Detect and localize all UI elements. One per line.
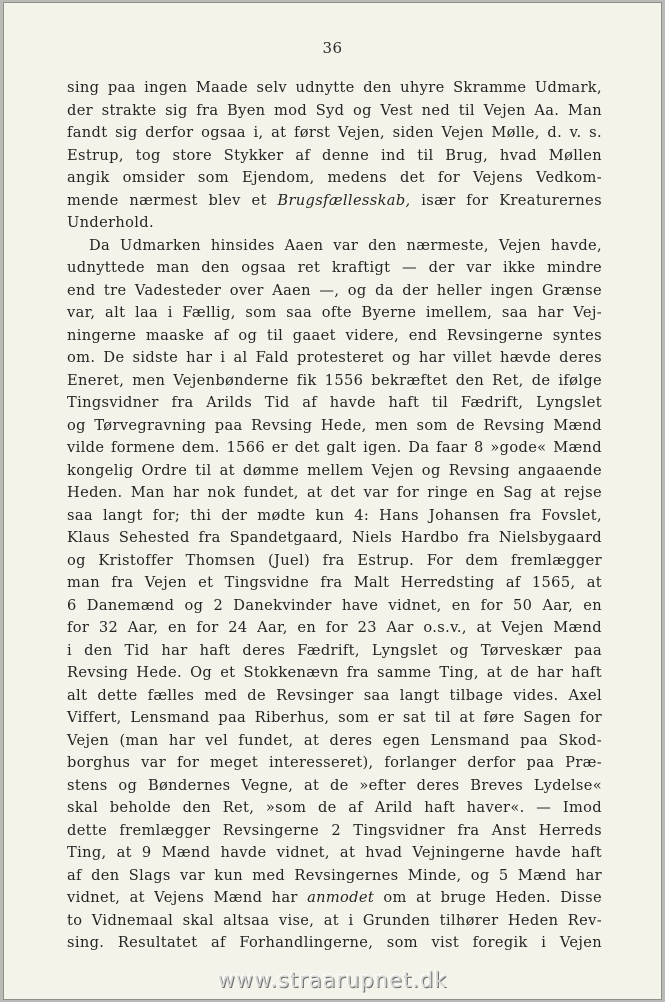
text-segment: der strakte sig fra Byen mod Syd og Vest ned til Vejen Aa. Man	[67, 101, 602, 119]
text-line	[67, 212, 602, 235]
text-line	[67, 910, 602, 933]
text-segment: to Vidnemaal skal altsaa vise, at i Grunden tilhører Heden Rev-	[67, 911, 602, 929]
text-segment: Underhold.	[67, 214, 154, 231]
text-segment: især for Kreaturernes	[410, 191, 602, 209]
text-line	[67, 460, 602, 483]
text-line	[67, 730, 602, 753]
text-line	[67, 122, 602, 145]
text-line	[67, 842, 602, 865]
text-segment: og Tørvegravning paa Revsing Hede, men som de Revsing Mænd	[67, 416, 602, 434]
text-line	[67, 595, 602, 618]
text-line	[67, 707, 602, 730]
text-segment: stens og Bøndernes Vegne, at de »efter deres Breves Lydelse«	[67, 776, 602, 794]
text-segment: fandt sig derfor ogsaa i, at først Vejen, siden Vejen Mølle, d. v. s.	[67, 124, 602, 141]
text-line	[67, 347, 602, 370]
text-line	[67, 415, 602, 438]
text-line	[67, 662, 602, 685]
watermark: www.straarupnet.dk	[217, 968, 448, 992]
text-line	[67, 370, 602, 393]
text-segment: Viffert, Lensmand paa Riberhus, som er sat til at føre Sagen for	[67, 709, 602, 726]
italic-term: anmodet	[307, 889, 375, 906]
text-segment: ningerne maaske af og til gaaet videre, end Revsingerne syntes	[67, 326, 602, 344]
text-segment: udnyttede man den ogsaa ret kraftigt — der var ikke mindre	[67, 259, 602, 276]
text-segment: var, alt laa i Fællig, som saa ofte Byerne imellem, saa har Vej-	[67, 304, 602, 321]
text-line	[67, 325, 602, 348]
text-segment: 6 Danemænd og 2 Danekvinder have vidnet, en for 50 Aar, en	[67, 596, 602, 614]
text-segment: man fra Vejen et Tingsvidne fra Malt Herredsting af 1565, at	[67, 574, 602, 591]
text-line	[67, 865, 602, 888]
text-segment: for 32 Aar, en for 24 Aar, en for 23 Aar o.s.v., at Vejen Mænd	[67, 619, 602, 636]
text-line	[67, 527, 602, 550]
text-segment: Heden. Man har nok fundet, at det var for ringe en Sag at rejse	[67, 484, 602, 501]
text-segment: sing. Resultatet af Forhandlingerne, som vist foregik i Vejen	[67, 934, 602, 951]
text-line	[67, 145, 602, 168]
page-number: 36	[322, 39, 343, 57]
text-segment: i den Tid har haft deres Fædrift, Lyngslet og Tørveskær paa	[67, 641, 602, 659]
text-line	[67, 235, 602, 258]
italic-term: Brugsfællesskab,	[277, 191, 411, 209]
text-segment: vilde formene dem. 1566 er det galt igen. Da faar 8 »gode« Mænd	[67, 439, 602, 456]
text-segment: kongelig Ordre til at dømme mellem Vejen og Revsing angaaende	[67, 461, 602, 479]
text-segment: Ting, at 9 Mænd havde vidnet, at hvad Vejningerne havde haft	[67, 844, 602, 861]
text-line	[67, 167, 602, 190]
text-line	[67, 752, 602, 775]
text-segment: saa langt for; thi der mødte kun 4: Hans Johansen fra Fovslet,	[67, 506, 602, 524]
book-page	[4, 3, 661, 999]
text-segment: af den Slags var kun med Revsingernes Minde, og 5 Mænd har	[67, 866, 602, 884]
text-segment: om. De sidste har i al Fald protesteret og har villet hævde deres	[67, 349, 602, 366]
text-segment: mende nærmest blev et	[67, 191, 278, 209]
text-line	[67, 932, 602, 955]
text-segment: Klaus Sehested fra Spandetgaard, Niels Hardbo fra Nielsbygaard	[67, 529, 602, 546]
text-line	[67, 77, 602, 100]
body-text	[67, 77, 602, 955]
text-segment: end tre Vadesteder over Aaen —, og da der heller ingen Grænse	[67, 281, 602, 299]
text-line	[67, 775, 602, 798]
text-segment: Revsing Hede. Og et Stokkenævn fra samme Ting, at de har haft	[67, 664, 602, 681]
text-line	[67, 482, 602, 505]
text-segment: alt dette fælles med de Revsinger saa langt tilbage vides. Axel	[67, 686, 602, 704]
text-segment: sing paa ingen Maade selv udnytte den uhyre Skramme Udmark,	[67, 79, 602, 96]
text-segment: dette fremlægger Revsingerne 2 Tingsvidner fra Anst Herreds	[67, 821, 602, 839]
text-segment: og Kristoffer Thomsen (Juel) fra Estrup. For dem fremlægger	[67, 551, 602, 569]
text-line	[67, 257, 602, 280]
text-segment: vidnet, at Vejens Mænd har	[67, 889, 308, 906]
text-line	[67, 392, 602, 415]
text-segment: Vejen (man har vel fundet, at deres egen Lensmand paa Skod-	[67, 731, 602, 749]
text-line	[67, 572, 602, 595]
text-segment: Da Udmarken hinsides Aaen var den nærmeste, Vejen havde,	[89, 236, 602, 254]
text-line	[67, 437, 602, 460]
text-segment: Eneret, men Vejenbønderne fik 1556 bekræftet den Ret, de ifølge	[67, 371, 602, 389]
text-line	[67, 505, 602, 528]
text-line	[67, 100, 602, 123]
text-segment: skal beholde den Ret, »som de af Arild haft haver«. — Imod	[67, 799, 602, 816]
text-segment: borghus var for meget interesseret), forlanger derfor paa Præ-	[67, 754, 602, 771]
text-line	[67, 280, 602, 303]
text-line	[67, 685, 602, 708]
text-line	[67, 820, 602, 843]
text-line	[67, 640, 602, 663]
text-line	[67, 302, 602, 325]
text-line	[67, 887, 602, 910]
text-line	[67, 190, 602, 213]
text-line	[67, 617, 602, 640]
text-line	[67, 550, 602, 573]
text-segment: om at bruge Heden. Disse	[374, 889, 602, 906]
text-segment: Estrup, tog store Stykker af denne ind til Brug, hvad Møllen	[67, 146, 602, 164]
text-segment: angik omsider som Ejendom, medens det for Vejens Vedkom-	[67, 169, 602, 186]
text-segment: Tingsvidner fra Arilds Tid af havde haft til Fædrift, Lyngslet	[67, 394, 602, 411]
text-line	[67, 797, 602, 820]
